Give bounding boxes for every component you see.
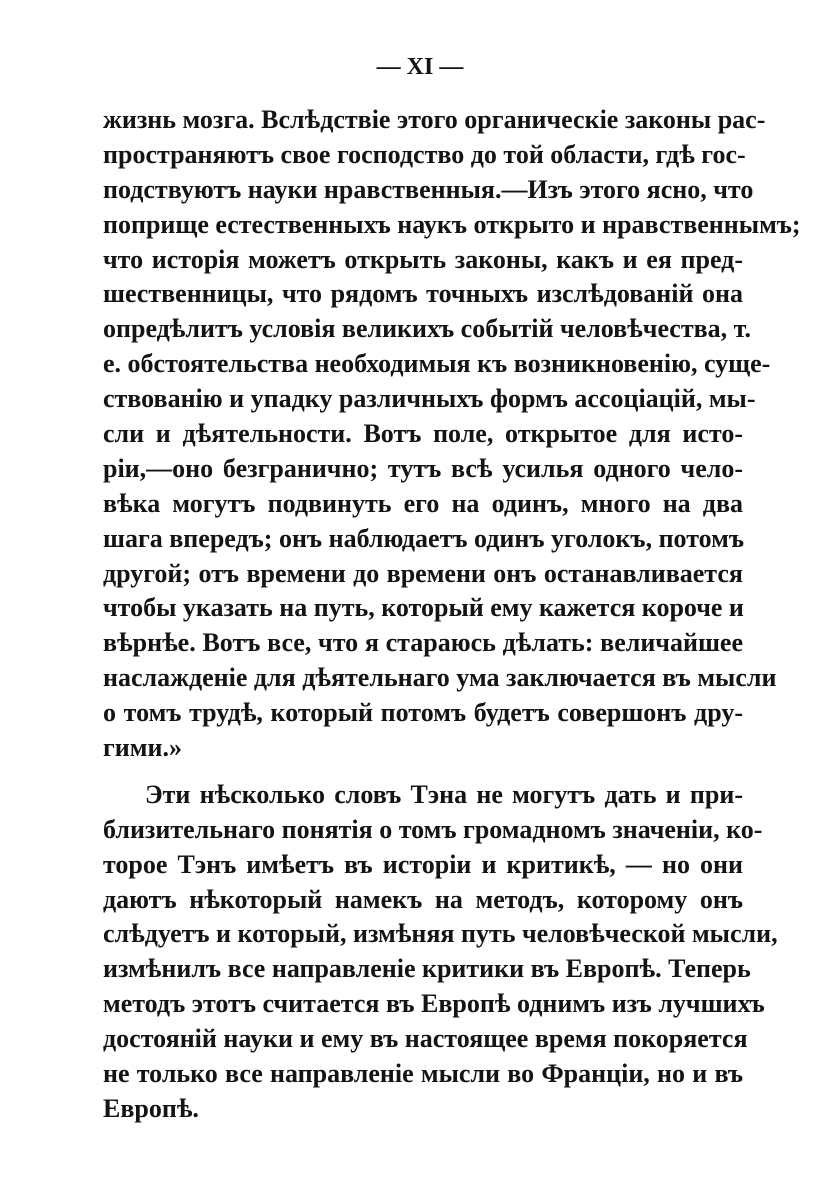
text-line: е. обстоятельства необходимыя къ возникновенію, суще-	[103, 349, 771, 379]
text-line: слѣдуетъ и который, измѣняя путь человѣческой мысли,	[103, 919, 778, 949]
text-line: шественницы, что рядомъ точныхъ изслѣдованій она	[103, 279, 743, 309]
text-line: другой; отъ времени до времени онъ останавливается	[103, 558, 743, 588]
text-line: близительнаго понятія о томъ громадномъ значеніи, ко-	[103, 814, 763, 844]
text-line: Эти нѣсколько словъ Тэна не могутъ дать и при-	[145, 779, 743, 809]
text-line: жизнь мозга. Вслѣдствіе этого органическіе законы рас-	[103, 105, 766, 134]
text-line: вѣрнѣе. Вотъ все, что я стараюсь дѣлать: величайшее	[103, 628, 743, 658]
text-line: опредѣлитъ условія великихъ событій человѣчества, т.	[103, 314, 751, 344]
text-line: вѣка могутъ подвинуть его на одинъ, много на два	[103, 488, 743, 518]
text-line: методъ этотъ считается въ Европѣ однимъ изъ лучшихъ	[103, 989, 765, 1019]
text-line: торое Тэнъ имѣетъ въ исторіи и критикѣ, — но они	[103, 849, 743, 879]
text-line: ріи,—оно безгранично; тутъ всѣ усилья одного чело-	[103, 453, 743, 483]
text-line: наслажденіе для дѣятельнаго ума заключается въ мысли	[103, 663, 777, 693]
text-line: что исторія можетъ открыть законы, какъ и ея пред-	[103, 244, 743, 274]
text-line: не только все направленіе мысли во Франціи, но и въ	[103, 1059, 743, 1089]
text-line: чтобы указать на путь, который ему кажется короче и	[103, 593, 744, 623]
text-line: даютъ нѣкоторый намекъ на методъ, которому онъ	[103, 884, 743, 914]
text-line: Европѣ.	[103, 1093, 199, 1123]
text-line: гими.»	[103, 733, 182, 763]
page-number: — XI —	[376, 54, 464, 80]
text-line: шага впередъ; онъ наблюдаетъ одинъ уголокъ, потомъ	[103, 523, 745, 553]
text-line: поприще естественныхъ наукъ открыто и нравственнымъ;	[103, 209, 801, 239]
paragraph-2	[103, 778, 778, 1127]
text-line: о томъ трудѣ, который потомъ будетъ совершонъ дру-	[103, 698, 743, 728]
text-line: достояній науки и ему въ настоящее время покоряется	[103, 1024, 748, 1054]
text-line: ствованію и упадку различныхъ формъ ассоціацій, мы-	[103, 384, 756, 414]
text-line: измѣнилъ все направленіе критики въ Европѣ. Теперь	[103, 954, 751, 984]
paragraph-gap	[103, 766, 743, 778]
text-line: подствуютъ науки нравственныя.—Изъ этого ясно, что	[103, 174, 754, 204]
text-line: сли и дѣятельности. Вотъ поле, открытое для исто-	[103, 419, 743, 449]
paragraph-1	[103, 103, 801, 766]
text-line: пространяютъ свое господство до той области, гдѣ гос-	[103, 139, 746, 169]
body-text	[103, 103, 801, 1127]
